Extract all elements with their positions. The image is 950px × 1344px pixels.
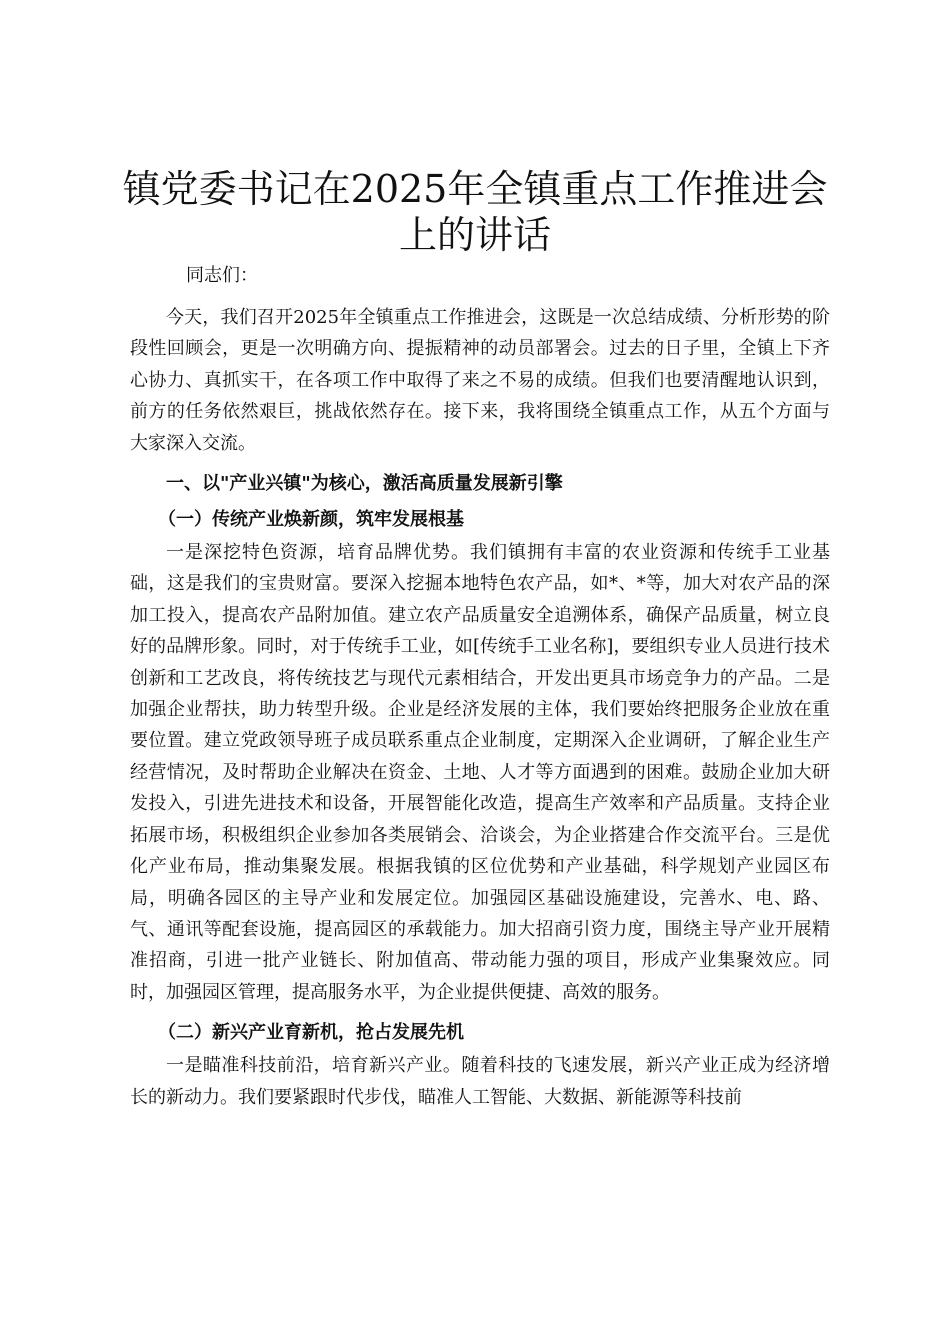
section-1-heading: 一、以"产业兴镇"为核心，激活高质量发展新引擎 bbox=[166, 473, 563, 495]
salutation: 同志们： bbox=[186, 265, 258, 286]
subsection-2-heading: （二）新兴产业育新机，抢占发展先机 bbox=[158, 1022, 464, 1044]
document-body bbox=[130, 262, 830, 1117]
subsection-2-paragraph: 一是瞄准科技前沿，培育新兴产业。随着科技的飞速发展，新兴产业正成为经济增长的新动力。我们要紧跟时代步伐，瞄准人工智能、大数据、新能源等科技前 bbox=[130, 1055, 830, 1108]
intro-paragraph: 今天，我们召开2025年全镇重点工作推进会，这既是一次总结成绩、分析形势的阶段性回顾会，更是一次明确方向、提振精神的动员部署会。过去的日子里，全镇上下齐心协力、真抓实干，在各项工作中取得了来之不易的成绩。但我们也要清醒地认识到，前方的任务依然艰巨，挑战依然存在。接下来，我将围绕全镇重点工作，从五个方面与大家深入交流。 bbox=[130, 307, 830, 454]
subsection-1-paragraph: 一是深挖特色资源，培育品牌优势。我们镇拥有丰富的农业资源和传统手工业基础，这是我们的宝贵财富。要深入挖掘本地特色农产品，如*、*等，加大对农产品的深加工投入，提高农产品附加值。建立农产品质量安全追溯体系，确保产品质量，树立良好的品牌形象。同时，对于传统手工业，如[传统手工业名称]，要组织专业人员进行技术创新和工艺改良，将传统技艺与现代元素相结合，开发出更具市场竞争力的产品。二是加强企业帮扶，助力转型升级。企业是经济发展的主体，我们要始终把服务企业放在重要位置。建立党政领导班子成员联系重点企业制度，定期深入企业调研，了解企业生产经营情况，及时帮助企业解决在资金、土地、人才等方面遇到的困难。鼓励企业加大研发投入，引进先进技术和设备，开展智能化改造，提高生产效率和产品质量。支持企业拓展市场，积极组织企业参加各类展销会、洽谈会，为企业搭建合作交流平台。三是优化产业布局，推动集聚发展。根据我镇的区位优势和产业基础，科学规划产业园区布局，明确各园区的主导产业和发展定位。加强园区基础设施建设，完善水、电、路、气、通讯等配套设施，提高园区的承载能力。加大招商引资力度，围绕主导产业开展精准招商，引进一批产业链长、附加值高、带动能力强的项目，形成产业集聚效应。同时，加强园区管理，提高服务水平，为企业提供便捷、高效的服务。 bbox=[130, 542, 830, 1003]
subsection-1-heading: （一）传统产业焕新颜，筑牢发展根基 bbox=[158, 509, 464, 531]
document-title: 镇党委书记在2025年全镇重点工作推进会上的讲话 bbox=[122, 167, 828, 257]
